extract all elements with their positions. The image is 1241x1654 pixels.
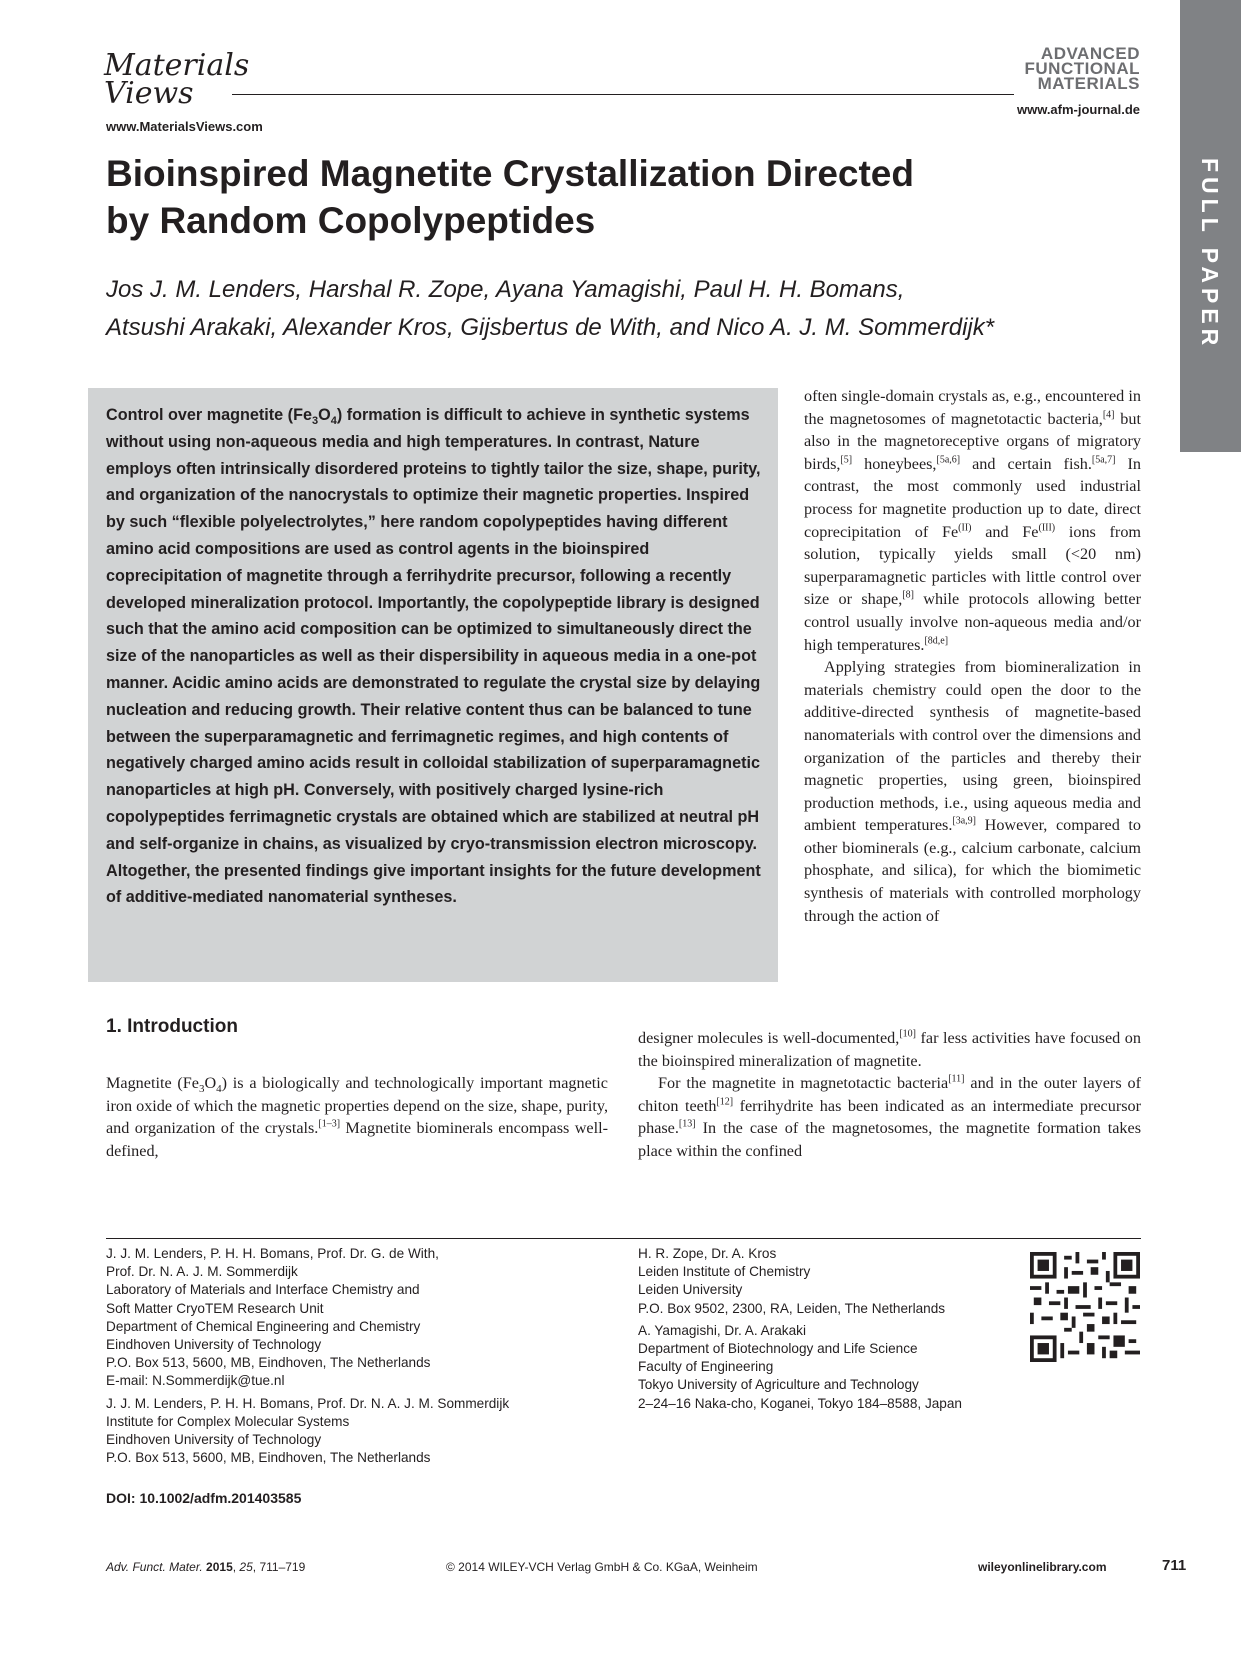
affiliation-line: P.O. Box 513, 5600, MB, Eindhoven, The Netherlands — [106, 1355, 431, 1371]
abstract-pre: Control over magnetite (Fe — [106, 406, 312, 424]
abstract-sub-3: 3 — [311, 415, 319, 428]
introduction-heading: 1. Introduction — [106, 1016, 238, 1037]
abstract-box — [88, 388, 778, 982]
article-title — [106, 150, 1106, 244]
doi[interactable]: DOI: 10.1002/adfm.201403585 — [106, 1490, 302, 1506]
right-column-upper — [804, 385, 1141, 927]
abstract-text — [106, 402, 762, 911]
paragraph-1: often single-domain crystals as, e.g., encountered in the magnetosomes of magnetotactic bacteria,[4] but also in the magnetoreceptive organs of migratory birds,[5] honeybees,[5a,6] and certain fish.[5a,7] In contrast, the most commonly used industrial process for magnetite production up to date, direct coprecipitation of $Fe^{(II)}$ and $Fe^{(III)}$ ions from solution, typically yields small (<20 nm) superparamagnetic particles with little control over size or shape,[8] while protocols allowing better control usually involve non-aqueous media and/or high temperatures.[8d,e] — [804, 387, 1142, 654]
ref-13[interactable]: [13] — [678, 1118, 696, 1130]
page-number: 711 — [1162, 1557, 1187, 1574]
authors-line-2: Atsushi Arakaki, Alexander Kros, Gijsbertus de With, and Nico A. J. M. Sommerdijk* — [106, 314, 995, 341]
affiliation-line: Leiden University — [638, 1282, 743, 1298]
wiley-site[interactable]: wileyonlinelibrary.com — [978, 1560, 1107, 1574]
ref-3a9[interactable]: [3a,9] — [952, 815, 977, 827]
ref-4[interactable]: [4] — [1102, 409, 1115, 421]
materialsviews-url[interactable]: www.MaterialsViews.com — [106, 119, 263, 134]
affiliation-line: Department of Chemical Engineering and Chemistry — [106, 1318, 421, 1334]
abstract-rest: ) formation is difficult to achieve in synthetic systems without using non-aqueous media and high temperatures. In contrast, Nature employs often intrinsically disordered proteins to tightly tailor the size, shape, purity, and organization of the nanocrystals to optimize their magnetic properties. Inspired by such “flexible polyelectrolytes,” here random copolypeptides having different amino acid compositions are used as control agents in the bioinspired coprecipitation of magnetite through a ferrihydrite precursor, following a recently developed mineralization protocol. Importantly, the copolypeptide library is designed such that the amino acid composition can be optimized to simultaneously direct the size of the nanoparticles as well as their dispersibility in aqueous media in a one-pot manner. Acidic amino acids are demonstrated to regulate the crystal size by delaying nucleation and reducing growth. Their relative content thus can be balanced to tune between the superparamagnetic and ferrimagnetic regimes, and high contents of negatively charged amino acids result in colloidal stabilization of superparamagnetic nanoparticles at high pH. Conversely, with positively charged lysine-rich copolypeptides ferrimagnetic crystals are obtained which are stabilized at neutral pH and self-organize in chains, as visualized by cryo-transmission electron microscopy. Altogether, the presented findings give important insights for the future development of additive-mediated nanomaterial syntheses. — [106, 406, 761, 907]
year: 2015 — [206, 1560, 233, 1574]
affiliation-rule — [106, 1238, 1141, 1239]
affiliation-line: E-mail: N.Sommerdijk@tue.nl — [106, 1373, 285, 1389]
fe-iii: (III) — [1038, 522, 1056, 534]
journal-logo — [990, 46, 1140, 91]
affiliation-line: J. J. M. Lenders, P. H. H. Bomans, Prof. Dr. G. de With, — [106, 1246, 439, 1261]
affiliation-line: Eindhoven University of Technology — [106, 1432, 322, 1448]
ref-12[interactable]: [12] — [716, 1096, 734, 1108]
affiliation-line: Tokyo University of Agriculture and Technology — [638, 1377, 919, 1393]
affiliation-line: Laboratory of Materials and Interface Chemistry and — [106, 1282, 420, 1298]
intro-sub-3: 3 — [198, 1083, 205, 1096]
journal-abbrev: Adv. Funct. Mater. — [106, 1560, 203, 1574]
volume: 25 — [239, 1560, 253, 1574]
header-rule — [232, 94, 1014, 95]
affiliation-line: Faculty of Engineering — [638, 1359, 774, 1375]
ref-8de[interactable]: [8d,e] — [924, 635, 949, 647]
abstract-sub-4: 4 — [330, 415, 337, 428]
affiliation-line: J. J. M. Lenders, P. H. H. Bomans, Prof. Dr. N. A. J. M. Sommerdijk — [106, 1395, 510, 1411]
affiliation-right — [638, 1245, 1018, 1413]
affiliation-line: H. R. Zope, Dr. A. Kros — [638, 1246, 777, 1261]
full-paper-tab — [1180, 0, 1241, 452]
materials-views-logo — [104, 48, 250, 114]
title-line-2: by Random Copolypeptides — [106, 200, 596, 241]
affiliation-line: A. Yamagishi, Dr. A. Arakaki — [638, 1322, 806, 1338]
ref-5a6[interactable]: [5a,6] — [936, 454, 961, 466]
abstract-mid: O — [318, 406, 331, 424]
right-column-lower — [638, 1027, 1141, 1163]
affiliation-line: P.O. Box 513, 5600, MB, Eindhoven, The Netherlands — [106, 1450, 431, 1466]
ref-5a7[interactable]: [5a,7] — [1091, 454, 1116, 466]
journal-url[interactable]: www.afm-journal.de — [1016, 102, 1140, 117]
affiliation-line: Leiden Institute of Chemistry — [638, 1264, 811, 1280]
citation: Adv. Funct. Mater. 2015, 25, 711–719 — [106, 1560, 306, 1574]
affiliation-line: 2–24–16 Naka-cho, Koganei, Tokyo 184–8588, Japan — [638, 1395, 962, 1411]
affiliation-line: Soft Matter CryoTEM Research Unit — [106, 1300, 324, 1316]
ref-1-3[interactable]: [1–3] — [318, 1118, 341, 1130]
ref-10[interactable]: [10] — [899, 1028, 916, 1040]
ref-11[interactable]: [11] — [948, 1073, 965, 1085]
affiliation-line: P.O. Box 9502, 2300, RA, Leiden, The Netherlands — [638, 1300, 946, 1316]
author-list — [106, 271, 1156, 347]
affiliation-line: Prof. Dr. N. A. J. M. Sommerdijk — [106, 1264, 298, 1280]
ref-8[interactable]: [8] — [902, 589, 914, 601]
affiliation-line: Department of Biotechnology and Life Science — [638, 1341, 918, 1357]
affiliation-line: Eindhoven University of Technology — [106, 1337, 322, 1353]
ref-5[interactable]: [5] — [840, 454, 853, 466]
paragraph-3: For the magnetite in magnetotactic bacteria[11] and in the outer layers of chiton teeth[12] ferrihydrite has been indicated as an intermediate precursor phase.[13] In the case of the magnetosomes, the magnetite formation takes place within the confined — [638, 1073, 1142, 1160]
paragraph-2: Applying strategies from biomineralization in materials chemistry could open the door to the additive-directed synthesis of magnetite-based nanomaterials with control over the dimensions and organization of the particles and thereby their magnetic properties, using green, bioinspired production methods, i.e., using aqueous media and ambient temperatures.[3a,9] However, compared to other biominerals (e.g., calcium carbonate, calcium phosphate, and silica), for which the biomimetic synthesis of materials with controlled morphology through the action of — [804, 658, 1141, 925]
authors-line-1: Jos J. M. Lenders, Harshal R. Zope, Ayana Yamagishi, Paul H. H. Bomans, — [106, 276, 905, 303]
pages: , 711–719 — [252, 1560, 306, 1574]
side-tab-label: FULL PAPER — [1197, 158, 1223, 351]
paragraph-2-cont: designer molecules is well-documented,[10] far less activities have focused on the bioinspired mineralization of magnetite. — [638, 1028, 1141, 1070]
title-line-1: Bioinspired Magnetite Crystallization Directed — [106, 153, 914, 194]
intro-sub-4: 4 — [216, 1083, 222, 1096]
qr-code[interactable] — [1030, 1252, 1140, 1362]
affiliation-line: Institute for Complex Molecular Systems — [106, 1413, 350, 1429]
fe-ii: (II) — [958, 522, 972, 534]
journal-name: ADVANCED FUNCTIONAL MATERIALS — [1024, 44, 1140, 93]
affiliation-left — [106, 1245, 606, 1467]
copyright: © 2014 WILEY-VCH Verlag GmbH & Co. KGaA, Weinheim — [446, 1560, 758, 1574]
introduction-text: Magnetite $(Fe_3O_4)$ is a biologically and technologically important magnetic iron oxide of which the magnetic properties depend on the size, shape, purity, and organization of the crystals.[1–3] Magnetite biominerals encompass well-defined, — [106, 1074, 608, 1160]
logo-text: Materials Views — [104, 48, 250, 111]
